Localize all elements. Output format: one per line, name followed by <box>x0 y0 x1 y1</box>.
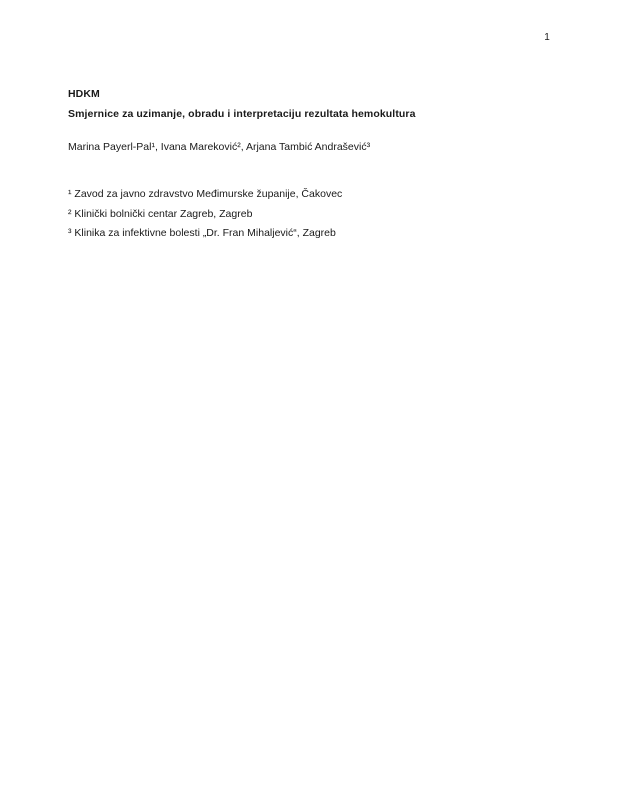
page-number: 1 <box>544 32 550 43</box>
title-block <box>68 84 558 124</box>
affiliations-block <box>68 185 558 244</box>
affiliation-3: ³ Klinika za infektivne bolesti „Dr. Fran Mihaljević“, Zagreb <box>68 227 336 239</box>
affiliation-1: ¹ Zavod za javno zdravstvo Međimurske županije, Čakovec <box>68 188 343 200</box>
document-title: Smjernice za uzimanje, obradu i interpretaciju rezultata hemokultura <box>68 108 416 120</box>
document-heading-acronym: HDKM <box>68 88 100 100</box>
affiliation-2: ² Klinički bolnički centar Zagreb, Zagreb <box>68 207 253 220</box>
authors-line: Marina Payerl-Pal¹, Ivana Mareković², Arjana Tambić Andrašević³ <box>68 141 371 153</box>
